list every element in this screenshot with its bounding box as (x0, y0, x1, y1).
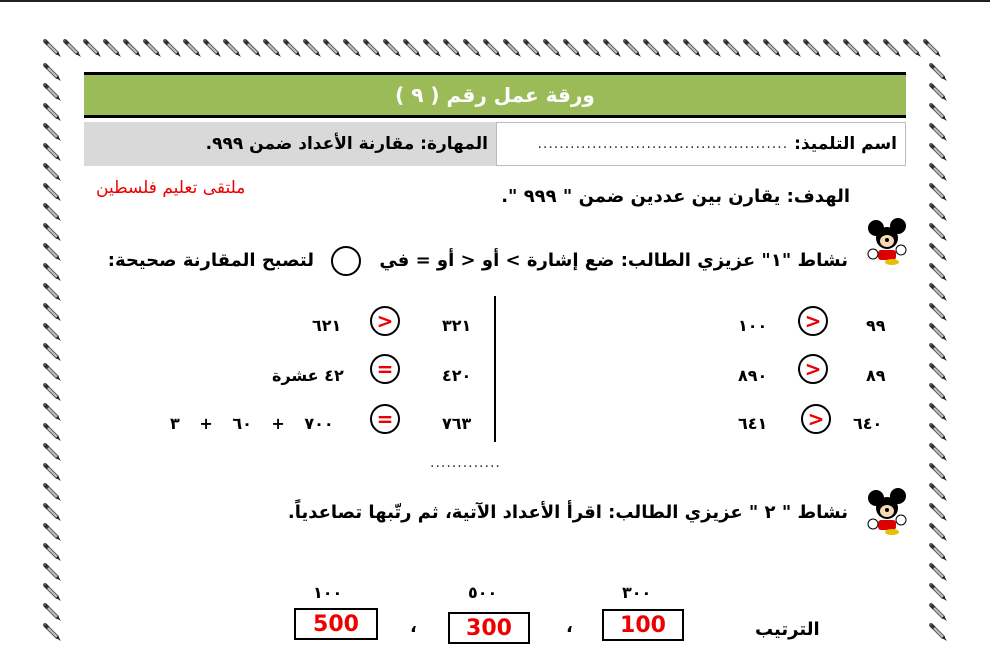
cmp-l3-sign[interactable]: = (370, 404, 400, 434)
pencil-icon (928, 162, 948, 182)
pencil-icon (928, 562, 948, 582)
pencil-icon (928, 182, 948, 202)
pencil-icon (928, 302, 948, 322)
pencil-icon (502, 38, 522, 58)
cmp-r3-sign[interactable]: > (801, 404, 831, 434)
pencil-icon (102, 38, 122, 58)
pencil-icon (42, 342, 62, 362)
pencil-icon (42, 38, 62, 58)
cmp-l2-left: ٤٢٠ (442, 366, 472, 385)
mickey-icon (864, 218, 912, 266)
student-name-dots: .............................................. (537, 136, 789, 152)
pencil-icon (582, 38, 602, 58)
pencil-icon (928, 382, 948, 402)
pencil-icon (62, 38, 82, 58)
pencil-icon (42, 302, 62, 322)
pencil-icon (422, 38, 442, 58)
pencil-icon (42, 202, 62, 222)
order-comma-1: ، (566, 616, 573, 637)
pencil-icon (402, 38, 422, 58)
pencil-icon (928, 602, 948, 622)
pencil-icon (42, 242, 62, 262)
pencil-icon (42, 542, 62, 562)
pencil-icon (762, 38, 782, 58)
pencil-icon (928, 422, 948, 442)
pencil-icon (562, 38, 582, 58)
pencil-icon (882, 38, 902, 58)
pencil-icon (442, 38, 462, 58)
pencil-icon (928, 622, 948, 642)
given-number-2: ٥٠٠ (468, 583, 498, 602)
activity2-instruction: نشاط " ٢ " عزيزي الطالب: اقرأ الأعداد الآتية، ثم رتّبها تصاعدياً. (287, 502, 848, 523)
column-divider (494, 296, 496, 442)
cmp-l2-sign[interactable]: = (370, 354, 400, 384)
pencil-icon (42, 82, 62, 102)
goal-text: الهدف: يقارن بين عددين ضمن " ٩٩٩ ". (501, 186, 850, 207)
cmp-l2-right: ٤٢ عشرة (272, 366, 344, 385)
pencil-icon (842, 38, 862, 58)
pencil-icon (42, 622, 62, 642)
pencil-icon (42, 602, 62, 622)
student-name-field[interactable] (496, 122, 906, 166)
pencil-icon (482, 38, 502, 58)
skill-text: المهارة: مقارنة الأعداد ضمن ٩٩٩. (205, 134, 488, 154)
pencil-icon (42, 502, 62, 522)
pencil-icon (902, 38, 922, 58)
section-separator: ............. (430, 455, 501, 471)
pencil-icon (928, 482, 948, 502)
pencil-icon (622, 38, 642, 58)
pencil-icon (802, 38, 822, 58)
pencil-icon (42, 282, 62, 302)
cmp-l1-right: ٦٢١ (312, 316, 342, 335)
pencil-icon (602, 38, 622, 58)
pencil-icon (42, 182, 62, 202)
pencil-icon (42, 402, 62, 422)
pencil-icon (928, 542, 948, 562)
pencil-icon (462, 38, 482, 58)
pencil-icon (42, 322, 62, 342)
pencil-icon (42, 562, 62, 582)
order-answer-3[interactable]: 500 (294, 608, 378, 640)
given-number-3: ١٠٠ (313, 583, 343, 602)
pencil-icon (928, 62, 948, 82)
pencil-icon (522, 38, 542, 58)
pencil-icon (382, 38, 402, 58)
student-name-label: اسم التلميذ: (794, 134, 897, 154)
pencil-icon (42, 122, 62, 142)
pencil-border-left (42, 62, 62, 642)
cmp-l3-right: ٧٠٠ + ٦٠ + ٣ (170, 414, 334, 433)
order-answer-2[interactable]: 300 (448, 612, 530, 644)
pencil-icon (42, 62, 62, 82)
worksheet-title: ورقة عمل رقم ( ٩ ) (395, 83, 595, 107)
pencil-icon (262, 38, 282, 58)
pencil-icon (928, 202, 948, 222)
pencil-icon (928, 582, 948, 602)
pencil-icon (142, 38, 162, 58)
cmp-r3-left: ٦٤٠ (853, 414, 883, 433)
cmp-l3-left: ٧٦٣ (442, 414, 472, 433)
pencil-icon (928, 102, 948, 122)
pencil-icon (928, 462, 948, 482)
sign-circle-example (331, 246, 361, 276)
pencil-icon (542, 38, 562, 58)
cmp-r1-right: ١٠٠ (738, 316, 768, 335)
pencil-icon (928, 342, 948, 362)
pencil-icon (42, 582, 62, 602)
pencil-icon (242, 38, 262, 58)
pencil-icon (182, 38, 202, 58)
pencil-icon (162, 38, 182, 58)
pencil-icon (722, 38, 742, 58)
order-label: الترتيب (755, 619, 820, 640)
pencil-icon (42, 522, 62, 542)
cmp-r3-right: ٦٤١ (738, 414, 768, 433)
pencil-icon (782, 38, 802, 58)
pencil-border-top (42, 38, 942, 58)
pencil-icon (42, 422, 62, 442)
pencil-icon (222, 38, 242, 58)
order-comma-2: ، (410, 616, 417, 637)
pencil-icon (928, 262, 948, 282)
mickey-icon (864, 488, 912, 536)
activity1-instruction-end: لتصبح المقارنة صحيحة: (107, 250, 314, 271)
cmp-r1-sign[interactable]: > (798, 306, 828, 336)
pencil-icon (662, 38, 682, 58)
pencil-icon (928, 522, 948, 542)
pencil-icon (342, 38, 362, 58)
pencil-icon (928, 402, 948, 422)
pencil-icon (928, 242, 948, 262)
top-rule (0, 0, 990, 2)
pencil-icon (42, 382, 62, 402)
pencil-icon (682, 38, 702, 58)
pencil-icon (822, 38, 842, 58)
site-credit: ملتقى تعليم فلسطين (96, 178, 246, 198)
info-row (84, 122, 906, 166)
pencil-icon (42, 142, 62, 162)
pencil-icon (202, 38, 222, 58)
pencil-icon (928, 142, 948, 162)
pencil-icon (42, 362, 62, 382)
cmp-l1-sign[interactable]: > (370, 306, 400, 336)
pencil-icon (928, 322, 948, 342)
pencil-icon (928, 442, 948, 462)
cmp-r2-right: ٨٩٠ (738, 366, 768, 385)
pencil-icon (42, 162, 62, 182)
skill-box (84, 122, 496, 166)
cmp-r2-left: ٨٩ (866, 366, 886, 385)
pencil-icon (928, 122, 948, 142)
cmp-l1-left: ٣٢١ (442, 316, 472, 335)
cmp-r1-left: ٩٩ (866, 316, 886, 335)
pencil-icon (122, 38, 142, 58)
pencil-icon (702, 38, 722, 58)
given-number-1: ٣٠٠ (622, 583, 652, 602)
pencil-icon (362, 38, 382, 58)
worksheet-title-bar (84, 72, 906, 118)
pencil-icon (742, 38, 762, 58)
pencil-icon (302, 38, 322, 58)
pencil-icon (42, 222, 62, 242)
pencil-icon (42, 102, 62, 122)
pencil-icon (928, 282, 948, 302)
pencil-icon (282, 38, 302, 58)
pencil-icon (82, 38, 102, 58)
cmp-r2-sign[interactable]: > (798, 354, 828, 384)
pencil-icon (922, 38, 942, 58)
pencil-icon (928, 222, 948, 242)
pencil-icon (42, 462, 62, 482)
pencil-icon (928, 82, 948, 102)
pencil-icon (42, 442, 62, 462)
pencil-icon (42, 262, 62, 282)
pencil-icon (42, 482, 62, 502)
pencil-icon (928, 362, 948, 382)
pencil-icon (322, 38, 342, 58)
activity1-instruction: نشاط "١" عزيزي الطالب: ضع إشارة > أو < أو = في (379, 250, 848, 271)
order-answer-1[interactable]: 100 (602, 609, 684, 641)
pencil-border-right (928, 62, 948, 642)
pencil-icon (642, 38, 662, 58)
pencil-icon (862, 38, 882, 58)
pencil-icon (928, 502, 948, 522)
